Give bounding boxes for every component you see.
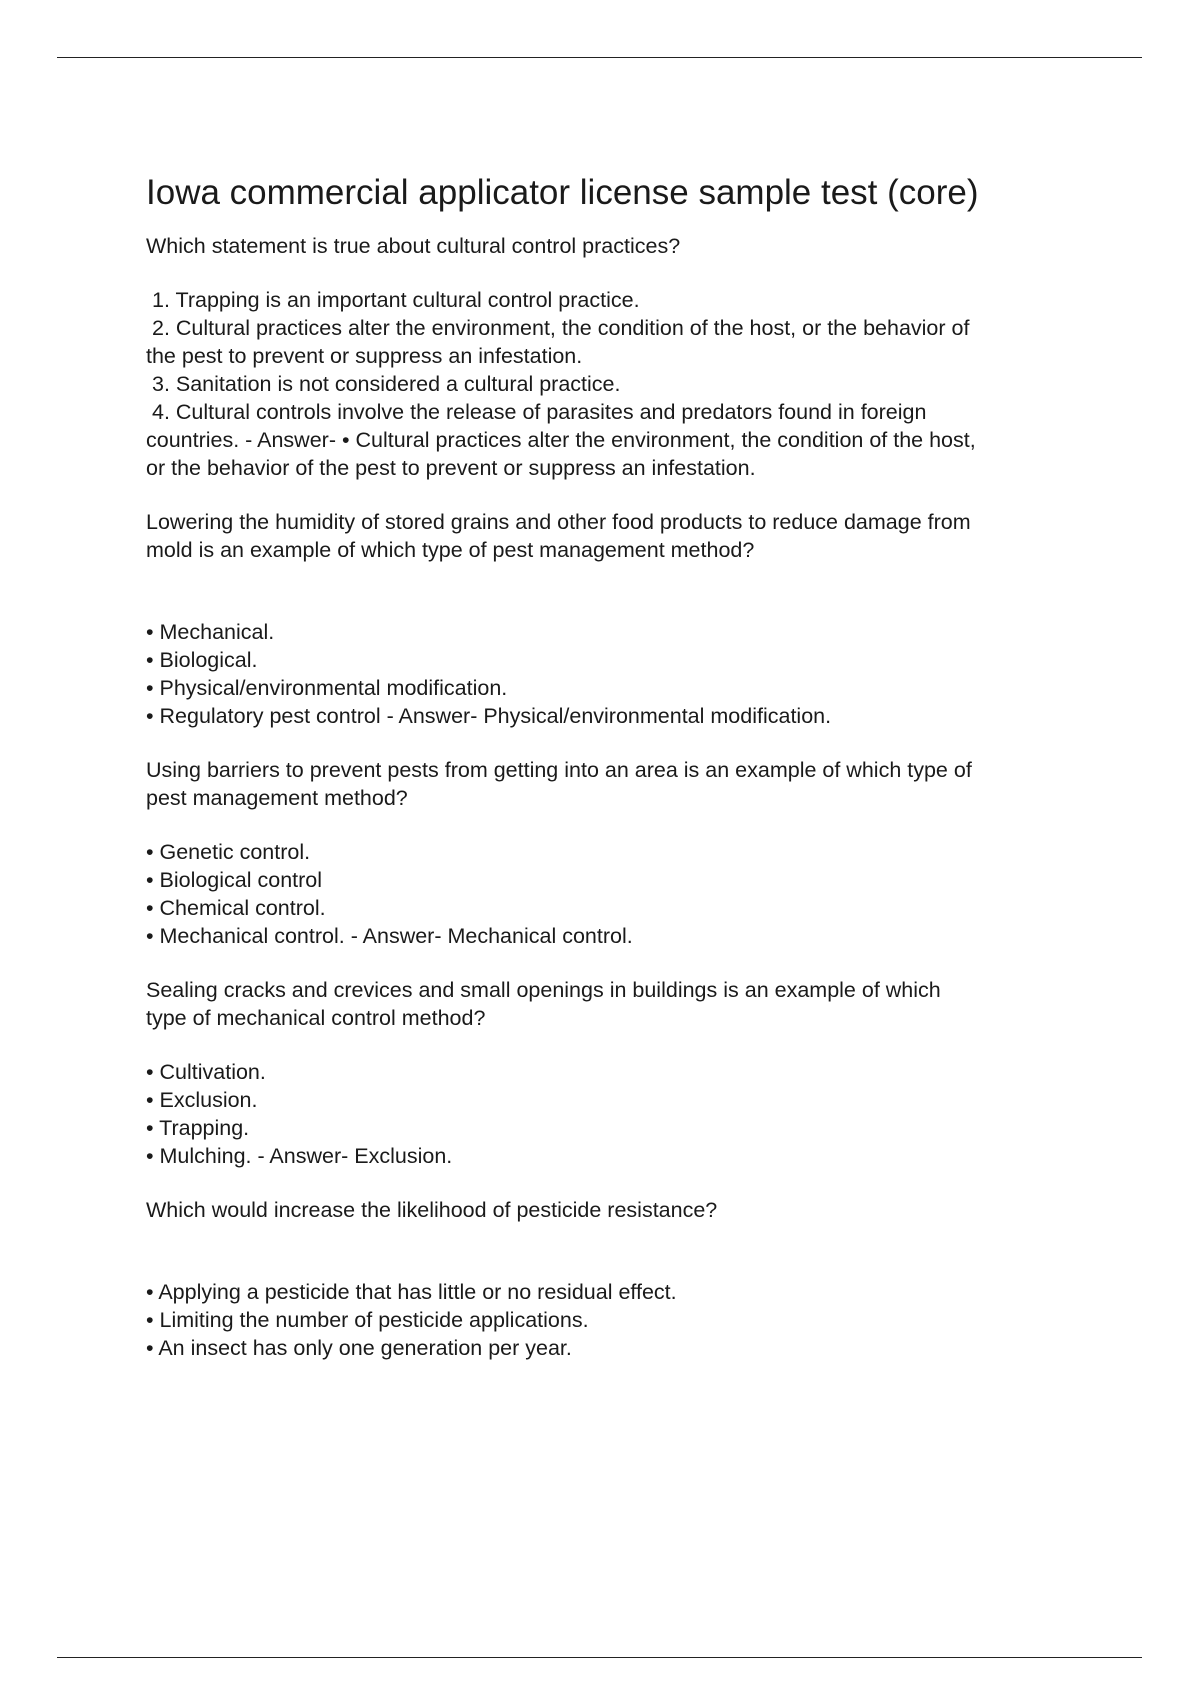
question-block	[146, 1196, 1086, 1362]
question-text: mold is an example of which type of pest management method?	[146, 538, 755, 562]
option-line: 4. Cultural controls involve the release of parasites and predators found in foreign	[146, 400, 927, 424]
footer-rule	[57, 1657, 1142, 1658]
answer-line: or the behavior of the pest to prevent or suppress an infestation.	[146, 456, 756, 480]
option-line: 2. Cultural practices alter the environment, the condition of the host, or the behavior of	[146, 316, 970, 340]
question-text: Sealing cracks and crevices and small openings in buildings is an example of which	[146, 978, 941, 1002]
document-body	[146, 172, 1086, 1362]
option-line: • Trapping.	[146, 1116, 250, 1140]
option-line: • Cultivation.	[146, 1060, 266, 1084]
question-text: Which would increase the likelihood of pesticide resistance?	[146, 1198, 718, 1222]
answer-line: countries. - Answer- • Cultural practices alter the environment, the condition of the host,	[146, 428, 976, 452]
answer-line: • Regulatory pest control - Answer- Physical/environmental modification.	[146, 704, 832, 728]
option-line: • Mechanical.	[146, 620, 275, 644]
question-text: type of mechanical control method?	[146, 1006, 486, 1030]
question-text: Lowering the humidity of stored grains and other food products to reduce damage from	[146, 510, 971, 534]
option-line: • Biological control	[146, 868, 323, 892]
option-line: the pest to prevent or suppress an infestation.	[146, 344, 583, 368]
question-block	[146, 232, 1086, 482]
question-block	[146, 756, 1086, 950]
option-line: • Biological.	[146, 648, 258, 672]
option-line: • Genetic control.	[146, 840, 311, 864]
question-text: Which statement is true about cultural control practices?	[146, 234, 681, 258]
answer-line: • Mulching. - Answer- Exclusion.	[146, 1144, 453, 1168]
question-block	[146, 976, 1086, 1170]
question-text: Using barriers to prevent pests from getting into an area is an example of which type of	[146, 758, 972, 782]
option-line: • Applying a pesticide that has little or no residual effect.	[146, 1280, 677, 1304]
question-text: pest management method?	[146, 786, 408, 810]
answer-line: • Mechanical control. - Answer- Mechanical control.	[146, 924, 633, 948]
option-line: • An insect has only one generation per year.	[146, 1336, 572, 1360]
header-rule	[57, 57, 1142, 58]
option-line: • Physical/environmental modification.	[146, 676, 508, 700]
option-line: 3. Sanitation is not considered a cultural practice.	[146, 372, 621, 396]
option-line: • Limiting the number of pesticide applications.	[146, 1308, 589, 1332]
option-line: • Chemical control.	[146, 896, 326, 920]
document-title: Iowa commercial applicator license sample test (core)	[146, 173, 979, 212]
question-block	[146, 508, 1086, 730]
option-line: • Exclusion.	[146, 1088, 258, 1112]
option-line: 1. Trapping is an important cultural control practice.	[146, 288, 640, 312]
